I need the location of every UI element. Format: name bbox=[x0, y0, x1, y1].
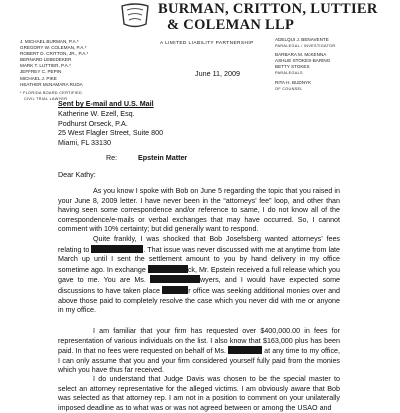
staff-name: BETTY STOKES bbox=[275, 64, 310, 70]
subject-label: Re: bbox=[106, 154, 118, 162]
redaction-bar bbox=[91, 245, 143, 253]
paragraph-text: ck, Mr. Epstein received a full release which you gave to me. You are Ms. bbox=[58, 265, 340, 285]
paragraph-text: r office was seeking additional monies over and above those paid to completely resolve the case which you never did with me or anyone in my office. bbox=[58, 286, 341, 315]
paragraph-text: I am familiar that your firm has requested over $400,000.00 in fees for representation of various individuals on the list. I also know that $163,000 plus has been paid. In that no fees were requested on behalf of Ms. bbox=[58, 327, 340, 356]
firm-name-line1: BURMAN, CRITTON, LUTTIER bbox=[158, 1, 378, 17]
partner-name: ROBERT D. CRITTON, JR., P.A.* bbox=[20, 51, 89, 57]
salutation: Dear Kathy: bbox=[58, 171, 96, 179]
partner-name: J. MICHAEL BURMAN, P.A.* bbox=[20, 39, 79, 44]
subject-line: Epstein Matter bbox=[138, 154, 188, 162]
redaction-bar bbox=[228, 346, 262, 354]
address-line: Podhurst Orseck, P.A. bbox=[58, 119, 128, 128]
firm-logo-icon bbox=[119, 0, 151, 30]
redaction-bar bbox=[162, 286, 188, 294]
recipient-address bbox=[58, 110, 163, 148]
staff-list bbox=[275, 37, 335, 92]
partner-name: BERNARD LEBEDEKER bbox=[20, 57, 72, 63]
address-line: Katherine W. Ezell, Esq. bbox=[58, 110, 135, 118]
partner-name: JEFFREY C. PEPIN bbox=[20, 69, 62, 75]
partner-name: GREGORY W. COLEMAN, P.A.* bbox=[20, 45, 87, 51]
paragraph-text: at any time to my office, I can only assume that you and your firm considered yourself fully paid from the monies which you have thus far received. bbox=[58, 347, 341, 375]
paragraph-2 bbox=[58, 235, 340, 316]
staff-name: BARBARA M. McKENNA bbox=[275, 52, 327, 58]
letter-date: June 11, 2009 bbox=[195, 69, 241, 78]
address-line: 25 West Flagler Street, Suite 800 bbox=[58, 129, 164, 138]
redaction-bar bbox=[148, 265, 188, 273]
address-line: Miami, FL 33130 bbox=[58, 138, 111, 147]
paragraph-4: I do understand that Judge Davis was chosen to be the special master to select an attorney representative for the alleged victims. I am obviously aware that Bob was selected as that attorney rep. I am not in a position to comment on your unilaterally imposed deadline as to what was or was not agreed between or among the USAO and bbox=[58, 375, 340, 412]
partner-name: MARK T. LUTTIER, P.A.* bbox=[20, 63, 71, 69]
firm-subtitle: A LIMITED LIABILITY PARTNERSHIP bbox=[160, 41, 254, 46]
staff-role: OF COUNSEL bbox=[275, 86, 303, 91]
delivery-method: Sent by E-mail and U.S. Mail bbox=[58, 100, 154, 108]
staff-name: ASHLIE STOKES-BARING bbox=[275, 58, 331, 64]
paragraph-text: wyers, and I would have expected some discussions to have taken place bbox=[58, 276, 341, 295]
firm-name bbox=[158, 1, 378, 33]
redaction-bar bbox=[150, 275, 200, 283]
certification-note: * FLORIDA BOARD CERTIFIED bbox=[20, 90, 82, 95]
firm-name-line2: & COLEMAN LLP bbox=[167, 17, 295, 33]
paragraph-text: . That issue was never discussed with me at anytime from late March up until I sent the settlement amount to you by hand delivery in my office sometime ago. In exchange bbox=[58, 245, 341, 274]
partner-name: MICHAEL J. PIKE bbox=[20, 75, 57, 81]
partner-list bbox=[20, 39, 88, 102]
staff-role: PARALEGAL / INVESTIGATOR bbox=[275, 44, 336, 49]
staff-role: PARALEGALS bbox=[275, 71, 303, 76]
staff-name: RITA H. BUDNYK bbox=[275, 79, 312, 85]
paragraph-3 bbox=[58, 327, 340, 376]
certification-note: CIVIL TRIAL LAWYER bbox=[24, 96, 68, 101]
paragraph-text: Quite frankly, I was shocked that Bob Josefsberg wanted attorneys’ fees relating to bbox=[58, 235, 340, 254]
paragraph-1: As you know I spoke with Bob on June 5 regarding the topic that you raised in your June 8, 2009 letter. I have never been in the “attorneys’ fee” loop, and other than having seen some correspondence and/or reference to same, I do not know all of the correspondence/e-mails or verbal exchanges that may have occurred. So, I cannot comment with 10% certainty; but did generally want to respond. bbox=[58, 187, 340, 234]
staff-name: ADELQUI J. BENAVENTE bbox=[275, 37, 329, 42]
partner-name: HEATHER McNAMARA RUDA bbox=[20, 81, 83, 87]
